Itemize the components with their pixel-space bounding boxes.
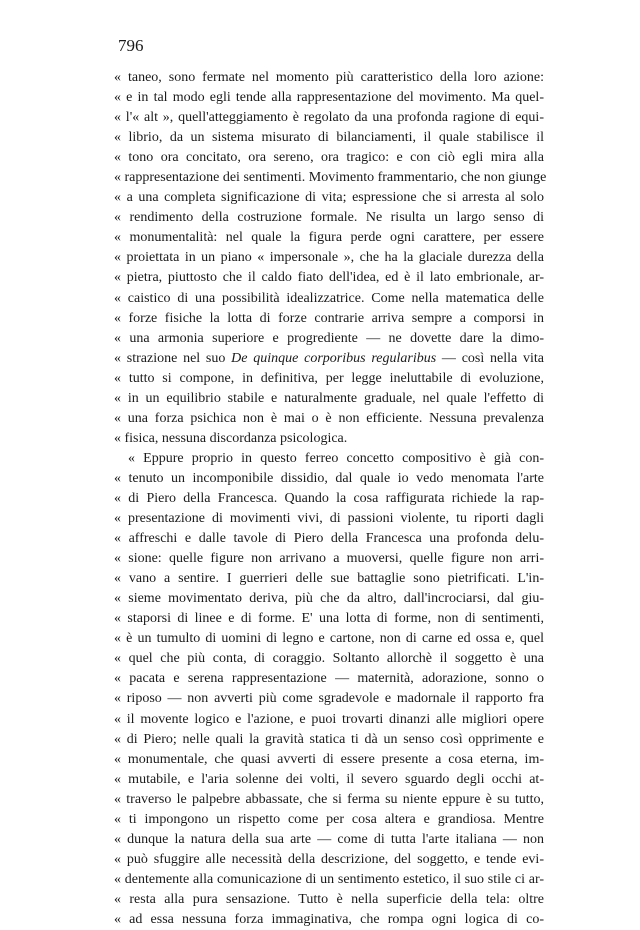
text-line: « in un equilibrio stabile e naturalmente graduale, nel quale l'effetto di	[114, 390, 544, 406]
text-line: « staporsi di linee e di forme. E' una lotta di forme, non di sentimenti,	[114, 611, 544, 627]
text-line: « affreschi e dalle tavole di Piero della Francesca una profonda delu-	[114, 531, 544, 547]
text-line: « resta alla pura sensazione. Tutto è nella superficie della tela: oltre	[114, 891, 544, 907]
text-line: « sieme movimentato deriva, più che da altro, dall'incrociarsi, dal giu-	[114, 591, 544, 607]
text-line: « a una completa significazione di vita; espressione che si arresta al solo	[114, 190, 544, 206]
text-line: « sione: quelle figure non arrivano a muoversi, quelle figure non arri-	[114, 551, 544, 567]
text-line: « una forza psichica non è mai o è non efficiente. Nessuna prevalenza	[114, 410, 544, 426]
text-line: « pacata e serena rappresentazione — maternità, adorazione, sonno o	[114, 671, 544, 687]
text-line: « dunque la natura della sua arte — come di tutta l'arte italiana — non	[114, 831, 544, 847]
page-number: 796	[118, 36, 144, 55]
text-line: « fisica, nessuna discordanza psicologica.	[114, 430, 348, 446]
text-line: « tenuto un incomponibile dissidio, dal quale io vedo menomata l'arte	[114, 470, 544, 486]
text-line: « monumentalità: nel quale la figura perde ogni carattere, per essere	[114, 230, 544, 246]
text-line: « rendimento della costruzione formale. Ne risulta un largo senso di	[114, 210, 544, 226]
treatise-title: De quinque corporibus regularibus	[231, 350, 437, 366]
text-line: « è un tumulto di uomini di legno e cartone, non di carne ed ossa e, quel	[114, 631, 544, 647]
text-line: « e in tal modo egli tende alla rappresentazione del movimento. Ma quel-	[114, 90, 544, 106]
text-line: « mutabile, e l'aria solenne dei volti, il severo sguardo degli occhi at-	[114, 771, 544, 787]
text-line: « librio, da un sistema misurato di bilanciamenti, il quale stabilisce il	[114, 130, 544, 146]
text-line: « tutto si compone, in definitiva, per legge ineluttabile di evoluzione,	[114, 370, 544, 386]
text-line: « quel che più conta, di coraggio. Soltanto allorchè il soggetto è una	[114, 651, 544, 667]
text-line: « di Piero della Francesca. Quando la cosa raffigurata richiede la rap-	[114, 490, 544, 506]
text-line: « l'« alt », quell'atteggiamento è regolato da una profonda ragione di equi-	[114, 110, 544, 126]
text-line: « una armonia superiore e progrediente — ne dovette dare la dimo-	[114, 330, 544, 346]
line-text-after: — così nella vita	[436, 350, 544, 366]
text-line: « rappresentazione dei sentimenti. Movimento frammentario, che non giunge	[114, 170, 547, 186]
text-line: « ti impongono un rispetto come per cosa altera e grandiosa. Mentre	[114, 811, 544, 827]
body-text	[114, 68, 547, 930]
line-text-before: « strazione nel suo	[114, 350, 232, 366]
text-line: « forze fisiche la lotta di forze contrarie arriva sempre a comporsi in	[114, 310, 544, 326]
text-line: « traverso le palpebre abbassate, che si ferma su niente eppure è su tutto,	[114, 791, 544, 807]
text-line: « presentazione di movimenti vivi, di passioni violente, tu riporti dagli	[114, 511, 544, 527]
text-line: « dentemente alla comunicazione di un sentimento estetico, il suo stile ci ar-	[114, 871, 544, 887]
text-line: « può sfuggire alle necessità della descrizione, del soggetto, e tende evi-	[114, 851, 544, 867]
text-line: « pietra, piuttosto che il caldo fiato dell'idea, ed è il lato embrionale, ar-	[114, 270, 544, 286]
text-line: « vano a sentire. I guerrieri delle sue battaglie sono pietrificati. L'in-	[114, 571, 544, 587]
paragraph-start-line: « Eppure proprio in questo ferreo concetto compositivo è già con-	[128, 450, 544, 466]
text-line: « di Piero; nelle quali la gravità statica ti dà un senso così opprimente e	[114, 731, 544, 747]
text-line: « monumentale, che quasi avverti di essere presente a cosa eterna, im-	[114, 751, 544, 767]
text-line: « proiettata in un piano « impersonale », che ha la glaciale durezza della	[114, 250, 544, 266]
text-line-with-title	[114, 349, 544, 369]
text-line: « il movente logico e l'azione, e puoi trovarti dinanzi alle migliori opere	[114, 711, 544, 727]
text-line: « riposo — non avverti più come sgradevole e madornale il rapporto fra	[114, 691, 544, 707]
text-line: « tono ora concitato, ora sereno, ora tragico: e con ciò egli mira alla	[114, 150, 544, 166]
text-line: « taneo, sono fermate nel momento più caratteristico della loro azione:	[114, 70, 544, 85]
text-line: « caistico di una possibilità idealizzatrice. Come nella matematica delle	[114, 290, 544, 306]
text-line: « ad essa nessuna forza immaginativa, che rompa ogni logica di co-	[114, 911, 544, 927]
